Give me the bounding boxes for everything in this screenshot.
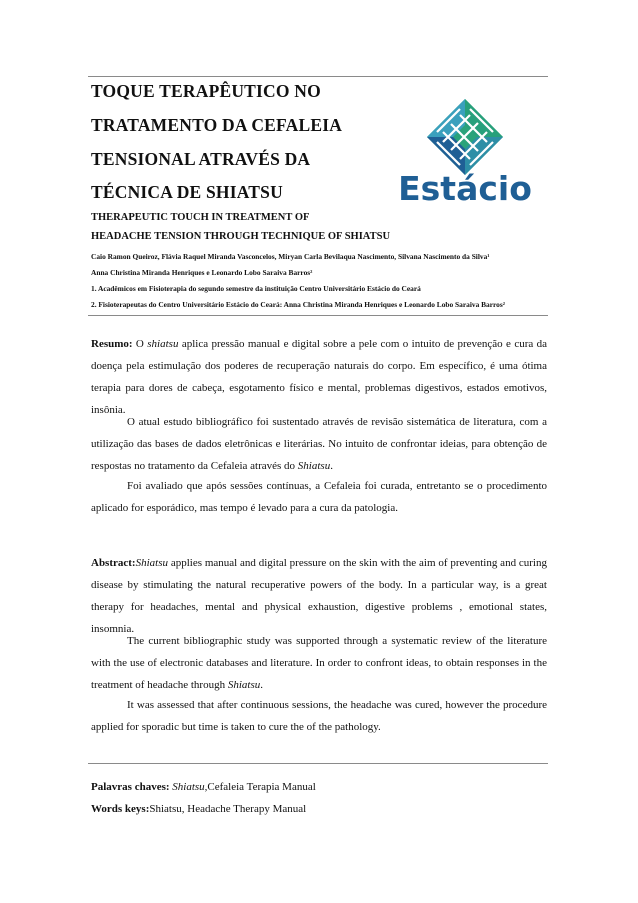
resumo-label: Resumo: xyxy=(91,338,133,350)
abstract-text: It was assessed that after continuous sessions, the headache was cured, however the procedure applied for sporadic but time is taken to cure the of the pathology. xyxy=(91,699,547,733)
header-bottom-rule xyxy=(88,315,548,316)
resumo-paragraph-2 xyxy=(91,411,547,477)
abstract-text: The current bibliographic study was supported through a systematic review of the literature with the use of electronic databases and literature. In order to confront ideas, to obtain responses in the treatment of headache through xyxy=(91,635,547,691)
title-en-line-1: THERAPEUTIC TOUCH IN TREATMENT OF xyxy=(91,212,310,223)
resumo-italic-term: shiatsu xyxy=(147,338,179,350)
abstract-italic-term: Shiatsu xyxy=(227,679,261,691)
abstract-paragraph-1 xyxy=(91,552,547,640)
resumo-paragraph-1 xyxy=(91,333,547,421)
top-rule xyxy=(88,76,548,77)
resumo-text: Foi avaliado que após sessões contínuas, a Cefaleia foi curada, entretanto se o procedimento aplicado for esporádico, mas tempo é levado para a cura da patologia. xyxy=(91,480,547,514)
abstract-italic-term: Shiatsu xyxy=(135,557,169,569)
keywords-pt-text: Cefaleia Terapia Manual xyxy=(207,781,316,793)
resumo-text: O atual estudo bibliográfico foi sustentado através de revisão sistemática de literatura, com a utilização das bases de dados eletrônicas e literárias. No intuito de confrontar ideias, para obtenção de respostas no tratamento da Cefaleia através do xyxy=(91,416,547,472)
title-en-line-2: HEADACHE TENSION THROUGH TECHNIQUE OF SHIATSU xyxy=(91,231,391,242)
keywords-rule xyxy=(88,763,548,764)
keywords-en-text: Shiatsu, Headache Therapy Manual xyxy=(149,803,307,815)
resumo-paragraph-3 xyxy=(91,475,547,519)
abstract-paragraph-2 xyxy=(91,630,547,696)
abstract-text: applies manual and digital pressure on the skin with the aim of preventing and curing disease by stimulating the natural recuperative powers of the body. In a particular way, is a great therapy for headaches, mental and physical exhaustion, digestive problems , emotional states, insomnia. xyxy=(91,557,547,635)
keywords-en xyxy=(91,803,306,815)
keywords-pt xyxy=(91,781,316,793)
estacio-diamond-logo-icon xyxy=(383,97,547,205)
estacio-logo xyxy=(383,97,547,205)
authors-line-2: Anna Christina Miranda Henriques e Leonardo Lobo Saraiva Barros² xyxy=(91,268,313,277)
resumo-text: O xyxy=(132,338,148,350)
abstract-paragraph-3 xyxy=(91,694,547,738)
title-pt-line-3: TENSIONAL ATRAVÉS DA xyxy=(91,149,311,169)
abstract-text: . xyxy=(260,679,263,691)
title-pt-line-2: TRATAMENTO DA CEFALEIA xyxy=(91,115,343,135)
affiliation-1: 1. Acadêmicos em Fisioterapia do segundo semestre da instituição Centro Universitário Estácio do Ceará xyxy=(91,284,421,293)
keywords-pt-italic: Shiatsu, xyxy=(169,781,208,793)
resumo-italic-term: Shiatsu xyxy=(297,460,331,472)
keywords-pt-label: Palavras chaves: xyxy=(91,781,170,793)
keywords-en-label: Words keys: xyxy=(91,803,150,815)
authors-line-1: Caio Ramon Queiroz, Flávia Raquel Miranda Vasconcelos, Miryan Carla Bevilaqua Nascimento, Silvana Nascimento da Silva¹ xyxy=(91,252,490,261)
resumo-text: aplica pressão manual e digital sobre a pele com o intuito de prevenção e cura da doença pela estimulação dos poderes de recuperação naturais do corpo. Em específico, é uma ótima terapia para dores de cabeça, esgotamento físico e mental, problemas digestivos, estados emotivos, insônia. xyxy=(91,338,547,416)
resumo-text: . xyxy=(330,460,333,472)
abstract-label: Abstract: xyxy=(91,557,136,569)
title-pt-line-1: TOQUE TERAPÊUTICO NO xyxy=(91,81,321,101)
affiliation-2: 2. Fisioterapeutas do Centro Universitário Estácio do Ceará: Anna Christina Miranda Henriques e Leonardo Lobo Saraiva Barros² xyxy=(91,300,505,309)
logo-wordmark: Estácio xyxy=(398,169,532,205)
title-pt-line-4: TÉCNICA DE SHIATSU xyxy=(91,182,283,202)
